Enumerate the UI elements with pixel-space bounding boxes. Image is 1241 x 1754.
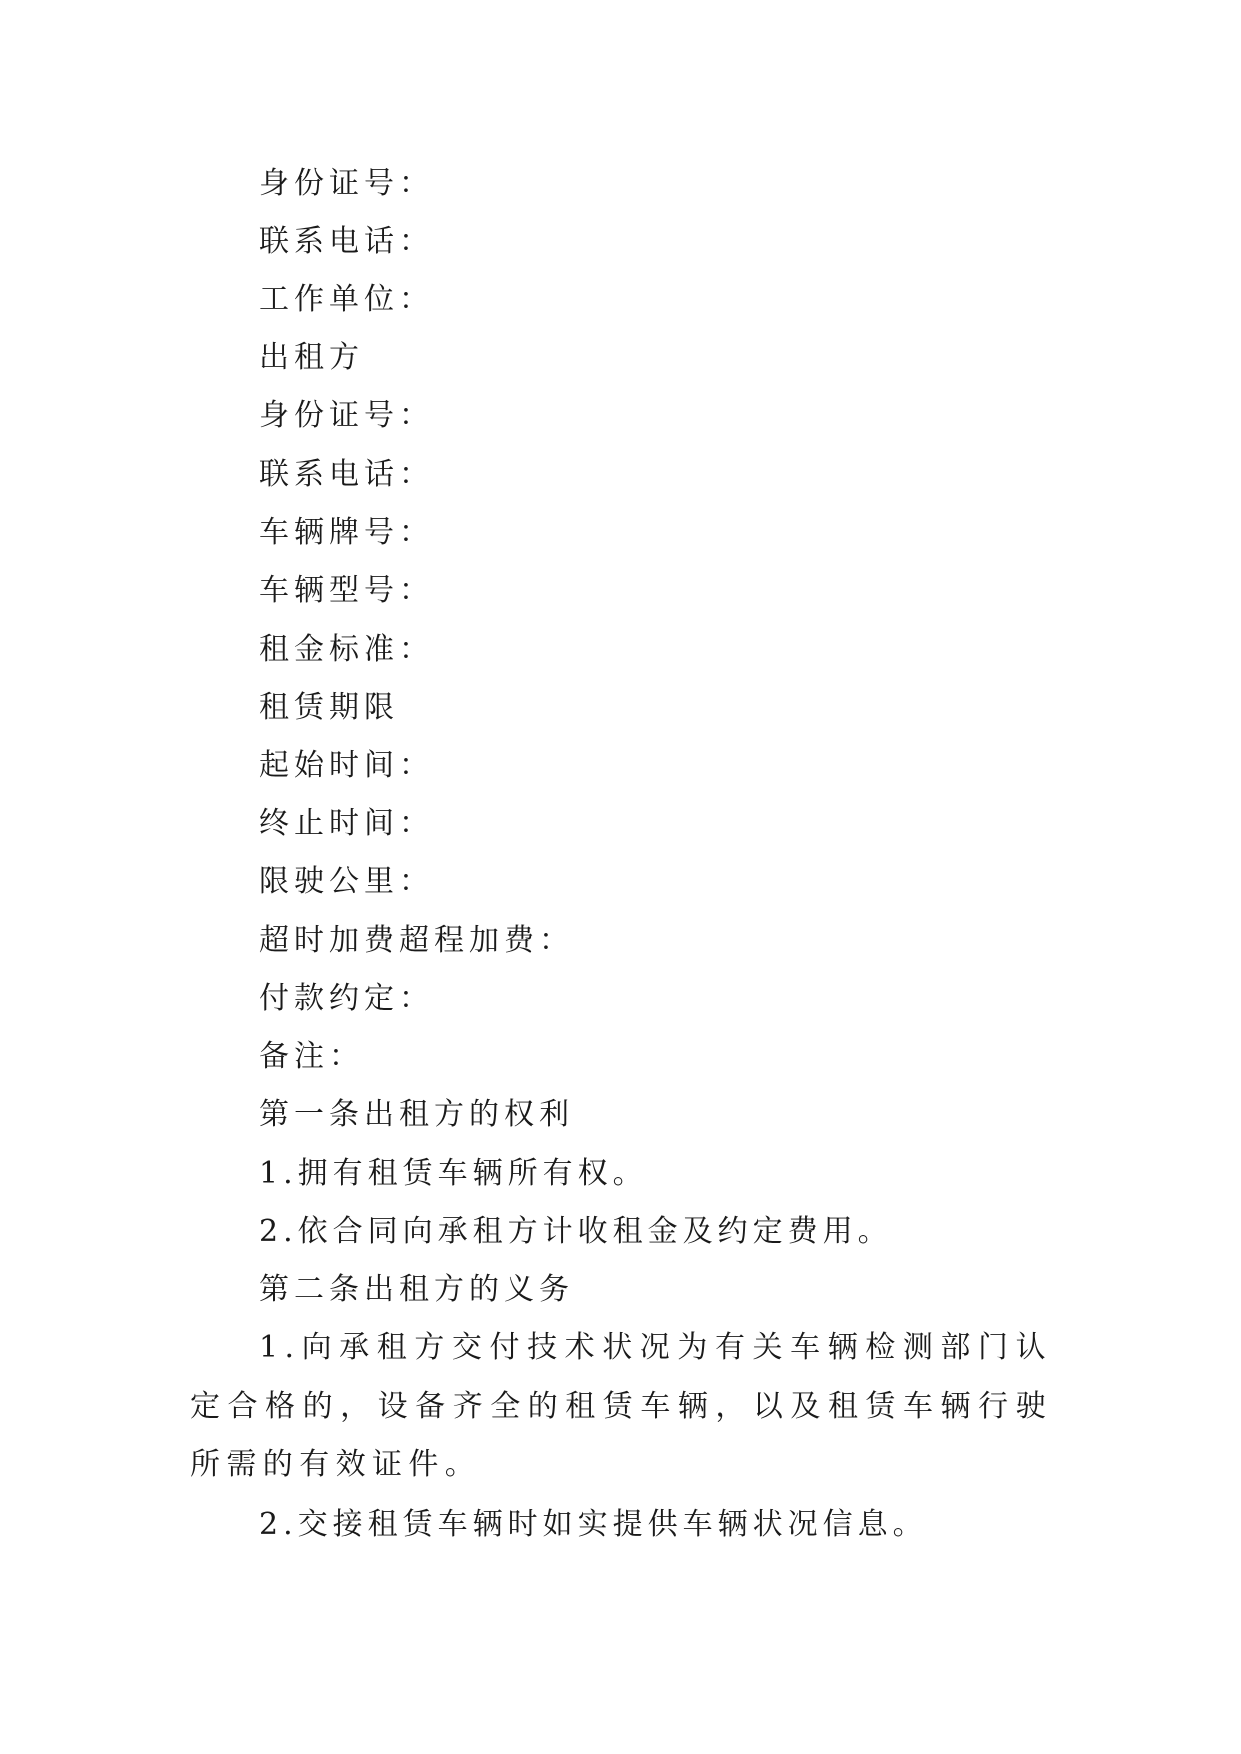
field-rent-standard: 租金标准： — [259, 632, 434, 667]
field-overtime-fees: 超时加费超程加费： — [259, 923, 574, 958]
field-id-number-1: 身份证号： — [259, 166, 434, 201]
field-end-time: 终止时间： — [259, 806, 434, 841]
field-id-number-2: 身份证号： — [259, 398, 434, 433]
section-lease-term: 租赁期限 — [259, 690, 399, 725]
article-1-item-2: 2.依合同向承租方计收租金及约定费用。 — [259, 1214, 893, 1249]
field-start-time: 起始时间： — [259, 748, 434, 783]
article-2-heading: 第二条出租方的义务 — [259, 1272, 574, 1307]
article-1-heading: 第一条出租方的权利 — [259, 1097, 574, 1132]
field-mileage-limit: 限驶公里： — [259, 864, 434, 899]
article-2-item-2: 2.交接租赁车辆时如实提供车辆状况信息。 — [259, 1507, 928, 1542]
section-lessor: 出租方 — [259, 340, 364, 375]
article-1-item-1: 1.拥有租赁车辆所有权。 — [259, 1156, 648, 1191]
field-payment-terms: 付款约定： — [259, 981, 434, 1016]
article-2-item-1: 1.向承租方交付技术状况为有关车辆检测部门认定合格的，设备齐全的租赁车辆，以及租赁车辆行驶所需的有效证件。 — [190, 1330, 1052, 1482]
field-remarks: 备注： — [259, 1039, 364, 1074]
field-phone-2: 联系电话： — [259, 457, 434, 492]
field-workplace: 工作单位： — [259, 282, 434, 317]
field-plate-number: 车辆牌号： — [259, 515, 434, 550]
field-phone-1: 联系电话： — [259, 224, 434, 259]
field-vehicle-model: 车辆型号： — [259, 573, 434, 608]
